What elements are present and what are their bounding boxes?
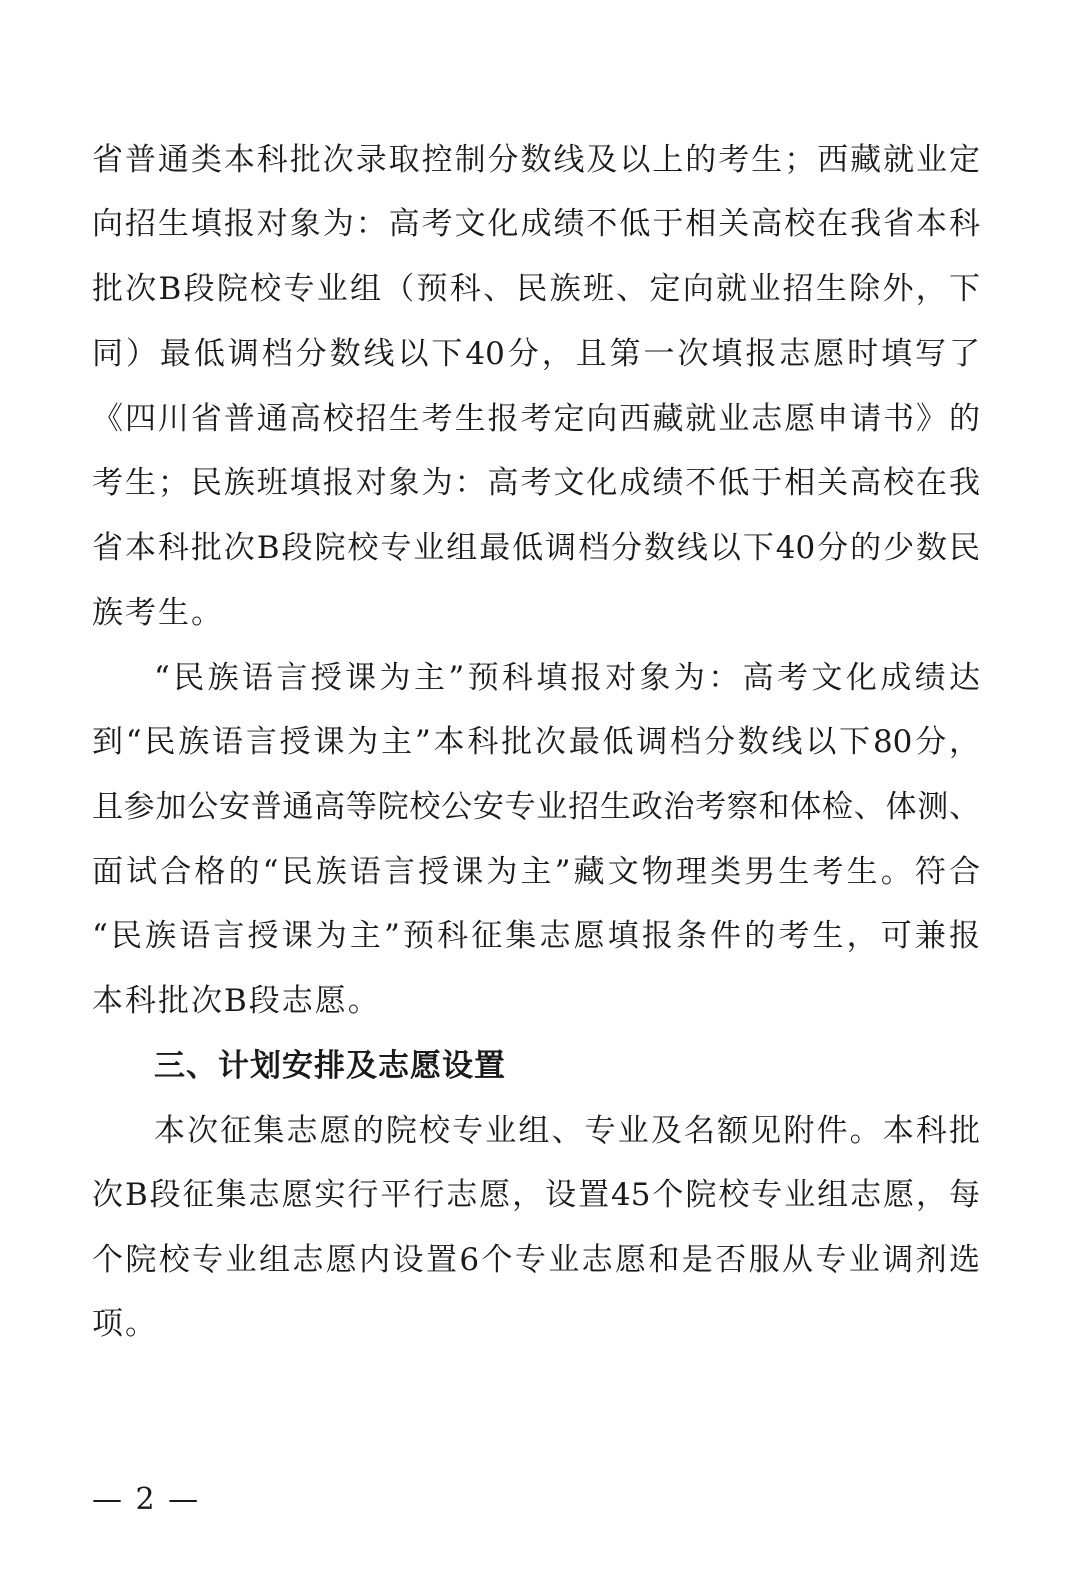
paragraph-2-line-3: 且参加公安普通高等院校公安专业招生政治考察和体检、体测、 — [92, 789, 980, 825]
section-heading: 三、计划安排及志愿设置 — [154, 1048, 506, 1084]
paragraph-2-line-6: 本科批次B段志愿。 — [92, 983, 381, 1019]
paragraph-3-line-3: 个院校专业组志愿内设置6个专业志愿和是否服从专业调剂选 — [92, 1242, 980, 1278]
paragraph-3-line-4: 项。 — [92, 1306, 158, 1342]
paragraph-1-line-6: 考生；民族班填报对象为：高考文化成绩不低于相关高校在我 — [92, 465, 980, 501]
paragraph-1-line-8: 族考生。 — [92, 595, 224, 631]
paragraph-1-line-1: 省普通类本科批次录取控制分数线及以上的考生；西藏就业定 — [92, 142, 980, 178]
paragraph-3-line-1: 本次征集志愿的院校专业组、专业及名额见附件。本科批 — [154, 1113, 980, 1149]
paragraph-2-line-2: 到“民族语言授课为主”本科批次最低调档分数线以下80分， — [92, 724, 980, 760]
paragraph-1-line-3: 批次B段院校专业组（预科、民族班、定向就业招生除外，下 — [92, 271, 980, 307]
paragraph-2-line-5: “民族语言授课为主”预科征集志愿填报条件的考生，可兼报 — [92, 918, 980, 954]
paragraph-3-line-2: 次B段征集志愿实行平行志愿，设置45个院校专业组志愿，每 — [92, 1177, 980, 1213]
paragraph-1-line-4: 同）最低调档分数线以下40分，且第一次填报志愿时填写了 — [92, 336, 980, 372]
paragraph-1-line-2: 向招生填报对象为：高考文化成绩不低于相关高校在我省本科 — [92, 206, 980, 242]
paragraph-1-line-5: 《四川省普通高校招生考生报考定向西藏就业志愿申请书》的 — [92, 401, 980, 437]
paragraph-2-line-1: “民族语言授课为主”预科填报对象为：高考文化成绩达 — [154, 660, 980, 696]
paragraph-1-line-7: 省本科批次B段院校专业组最低调档分数线以下40分的少数民 — [92, 530, 980, 566]
paragraph-2-line-4: 面试合格的“民族语言授课为主”藏文物理类男生考生。符合 — [92, 854, 980, 890]
page-number: — 2 — — [92, 1482, 201, 1517]
